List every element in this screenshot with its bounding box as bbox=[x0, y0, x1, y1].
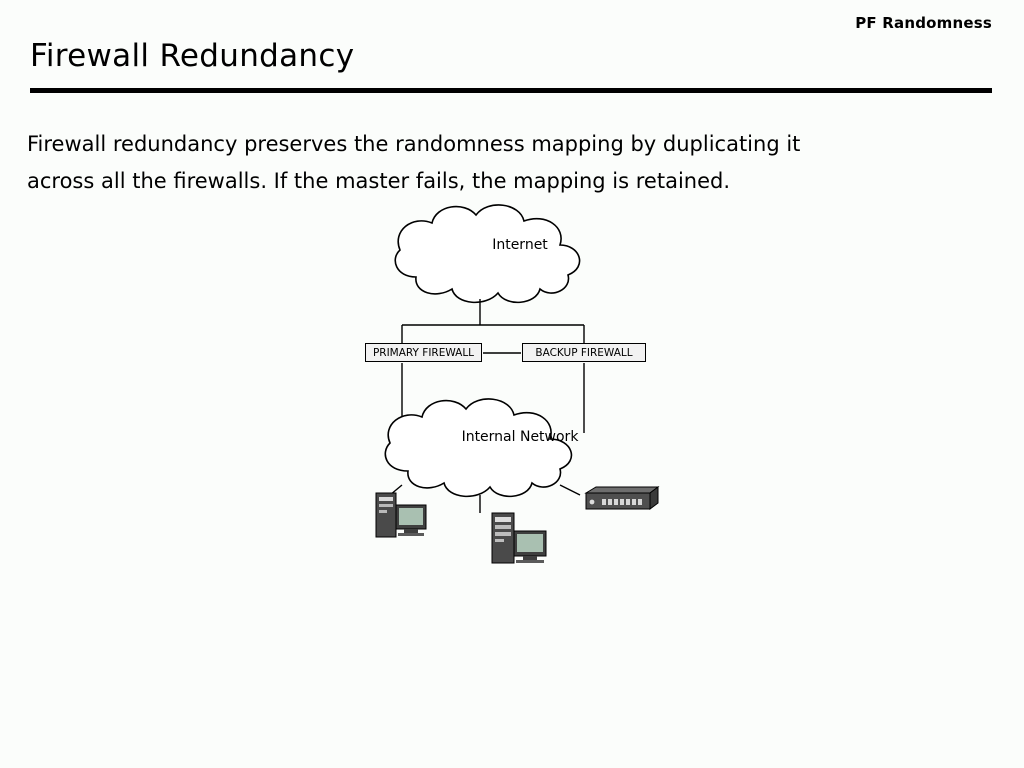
network-switch-icon bbox=[586, 487, 658, 509]
internet-cloud-icon bbox=[395, 205, 579, 302]
network-diagram bbox=[340, 195, 700, 565]
server-workstation-middle-icon bbox=[492, 513, 546, 563]
slide-header-label: PF Randomness bbox=[855, 14, 992, 32]
backup-firewall-node: BACKUP FIREWALL bbox=[522, 343, 646, 362]
body-line-2: across all the firewalls. If the master fails, the mapping is retained. bbox=[27, 169, 731, 193]
internal-network-cloud-icon bbox=[385, 399, 571, 496]
server-workstation-left-icon bbox=[376, 493, 426, 537]
body-line-1: Firewall redundancy preserves the randomness mapping by duplicating it bbox=[27, 132, 801, 156]
internet-cloud-label: Internet bbox=[492, 237, 548, 253]
internal-network-cloud-label: Internal Network bbox=[461, 429, 579, 445]
primary-firewall-node: PRIMARY FIREWALL bbox=[365, 343, 482, 362]
page-title: Firewall Redundancy bbox=[30, 38, 355, 74]
slide-body-text bbox=[27, 126, 967, 200]
title-divider bbox=[30, 88, 992, 93]
